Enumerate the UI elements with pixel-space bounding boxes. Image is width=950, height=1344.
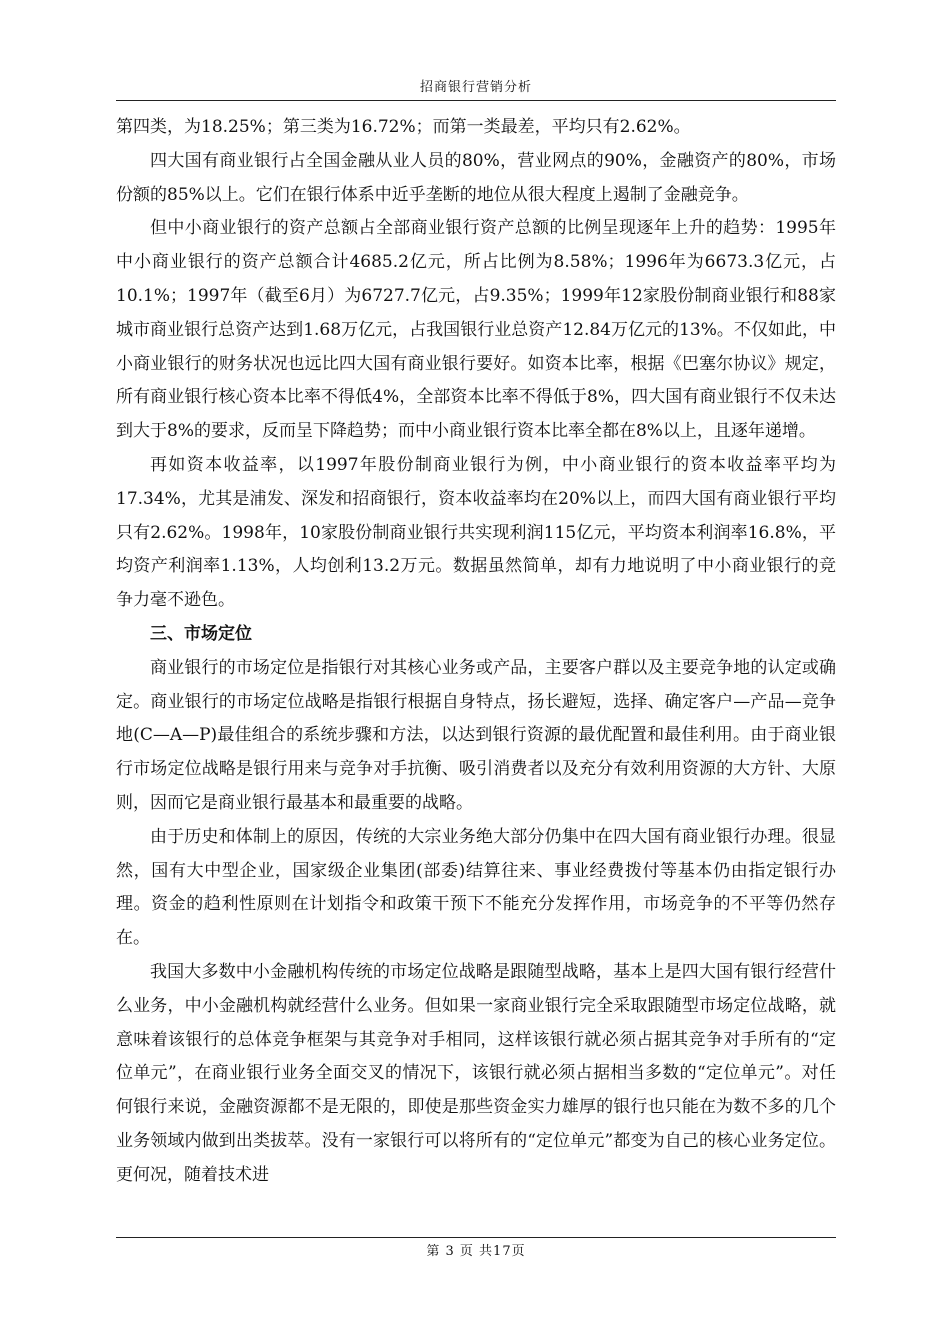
footer-divider: [116, 1237, 836, 1238]
page-number: 第 3 页 共17页: [426, 1244, 526, 1259]
paragraph-asset-share: 但中小商业银行的资产总额占全部商业银行资产总额的比例呈现逐年上升的趋势：1995年中小商业银行的资产总额合计4685.2亿元，所占比例为8.58%；1996年为6673.3亿元，占10.1%；1997年（截至6月）为6727.7亿元，占9.35%；1999年12家股份制商业银行和88家城市商业银行总资产达到1.68万亿元，占我国银行业总资产12.84万亿元的13%。不仅如此，中小商业银行的财务状况也远比四大国有商业银行要好。如资本比率，根据《巴塞尔协议》规定，所有商业银行核心资本比率不得低4%，全部资本比率不得低于8%，四大国有商业银行不仅未达到大于8%的要求，反而呈下降趋势；而中小商业银行资本比率全都在8%以上，且逐年递增。: [116, 218, 836, 442]
paragraph-state-banks: 四大国有商业银行占全国金融从业人员的80%，营业网点的90%，金融资产的80%，市场份额的85%以上。它们在银行体系中近乎垄断的地位从很大程度上遏制了金融竞争。: [116, 150, 836, 205]
paragraph-historical-reasons: 由于历史和体制上的原因，传统的大宗业务绝大部分仍集中在四大国有商业银行办理。很显然，国有大中型企业，国家级企业集团(部委)结算往来、事业经费拨付等基本仍由指定银行办理。资金的趋利性原则在计划指令和政策干预下不能充分发挥作用，市场竞争的不平等仍然存在。: [116, 826, 836, 949]
running-header: 招商银行营销分析: [419, 80, 532, 95]
paragraph-capital-return: 再如资本收益率，以1997年股份制商业银行为例，中小商业银行的资本收益率平均为17.34%，尤其是浦发、深发和招商银行，资本收益率均在20%以上，而四大国有商业银行平均只有2.62%。1998年，10家股份制商业银行共实现利润115亿元，平均资本利润率16.8%，平均资产利润率1.13%，人均创利13.2万元。数据虽然简单，却有力地说明了中小商业银行的竞争力毫不逊色。: [116, 454, 836, 611]
paragraph-continuation: 第四类，为18.25%；第三类为16.72%；而第一类最差，平均只有2.62%。: [116, 117, 691, 137]
paragraph-market-positioning: 商业银行的市场定位是指银行对其核心业务或产品，主要客户群以及主要竞争地的认定或确定。商业银行的市场定位战略是指银行根据自身特点，扬长避短，选择、确定客户—产品—竞争地(C—A—P)最佳组合的系统步骤和方法，以达到银行资源的最优配置和最佳利用。由于商业银行市场定位战略是银行用来与竞争对手抗衡、吸引消费者以及充分有效利用资源的大方针、大原则，因而它是商业银行最基本和最重要的战略。: [116, 657, 836, 813]
section-heading: 三、市场定位: [150, 623, 252, 644]
header-divider: [116, 100, 836, 101]
document-body: [116, 111, 836, 1193]
paragraph-follower-strategy: 我国大多数中小金融机构传统的市场定位战略是跟随型战略，基本上是四大国有银行经营什么业务，中小金融机构就经营什么业务。但如果一家商业银行完全采取跟随型市场定位战略，就意味着该银行的总体竞争框架与其竞争对手相同，这样该银行就必须占据其竞争对手所有的“定位单元”，在商业银行业务全面交叉的情况下，该银行就必须占据相当多数的“定位单元”。对任何银行来说，金融资源都不是无限的，即使是那些资金实力雄厚的银行也只能在为数不多的几个业务领域内做到出类拔萃。没有一家银行可以将所有的“定位单元”都变为自己的核心业务定位。更何况，随着技术进: [116, 961, 836, 1185]
